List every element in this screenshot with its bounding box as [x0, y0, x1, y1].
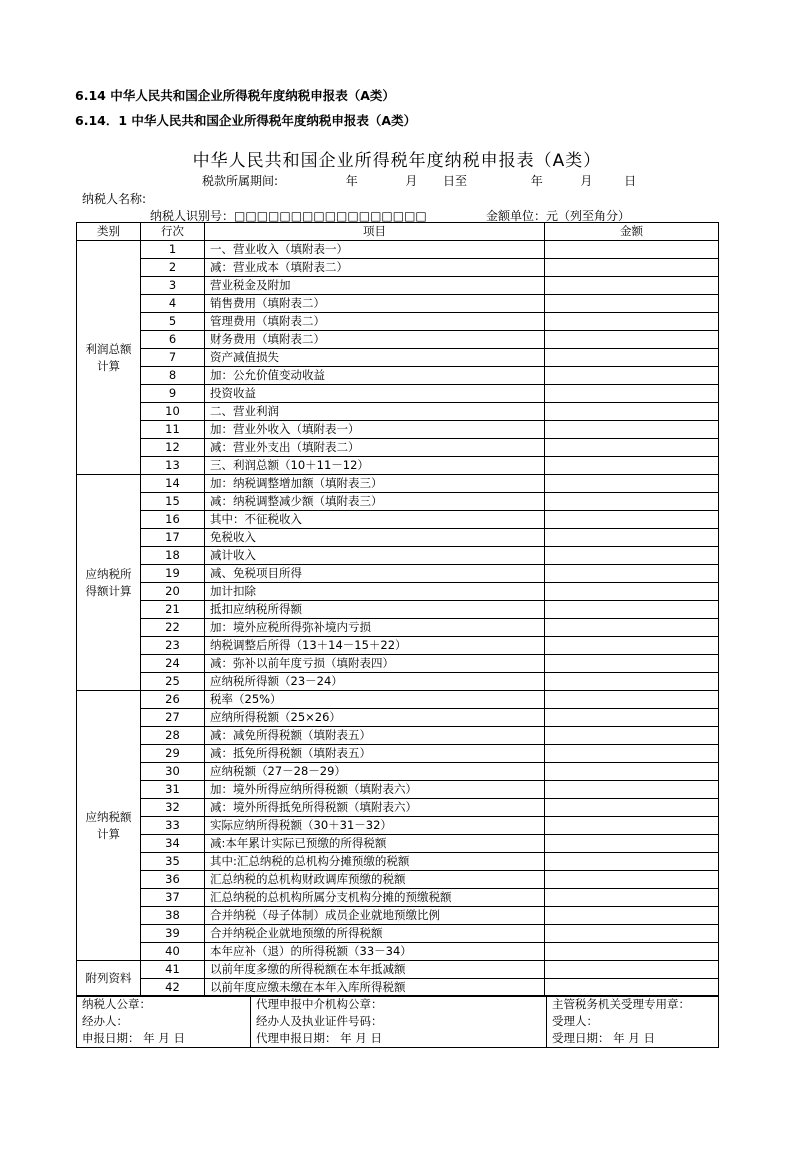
table-row	[77, 745, 719, 763]
row-number: 24	[141, 655, 205, 673]
table-row	[77, 979, 719, 997]
row-number: 3	[141, 277, 205, 295]
row-number: 10	[141, 403, 205, 421]
table-row	[77, 277, 719, 295]
item-label: 其中：不征税收入	[205, 511, 545, 529]
table-header-row	[77, 223, 719, 241]
amount-cell[interactable]	[545, 385, 719, 403]
table-row	[77, 367, 719, 385]
item-label: 减：营业成本（填附表二）	[205, 259, 545, 277]
amount-cell[interactable]	[545, 943, 719, 961]
row-number: 21	[141, 601, 205, 619]
row-number: 37	[141, 889, 205, 907]
amount-cell[interactable]	[545, 277, 719, 295]
item-label: 财务费用（填附表二）	[205, 331, 545, 349]
amount-cell[interactable]	[545, 313, 719, 331]
amount-cell[interactable]	[545, 673, 719, 691]
item-label: 税率（25%）	[205, 691, 545, 709]
item-label: 减:本年累计实际已预缴的所得税额	[205, 835, 545, 853]
taxpayer-signature-block	[77, 996, 251, 1048]
item-label: 减：抵免所得税额（填附表五）	[205, 745, 545, 763]
item-label: 汇总纳税的总机构财政调库预缴的税额	[205, 871, 545, 889]
period-month-start: 月	[405, 174, 418, 188]
table-row	[77, 871, 719, 889]
amount-cell[interactable]	[545, 403, 719, 421]
row-number: 16	[141, 511, 205, 529]
item-label: 减：营业外支出（填附表二）	[205, 439, 545, 457]
table-row	[77, 781, 719, 799]
row-number: 8	[141, 367, 205, 385]
table-row	[77, 511, 719, 529]
amount-cell[interactable]	[545, 529, 719, 547]
amount-cell[interactable]	[545, 727, 719, 745]
table-row	[77, 835, 719, 853]
amount-cell[interactable]	[545, 853, 719, 871]
agent-handler-label: 经办人及执业证件号码：	[256, 1014, 383, 1028]
period-day-end: 日	[624, 174, 637, 188]
taxpayer-id-boxes: □□□□□□□□□□□□□□□□□	[234, 209, 427, 223]
amount-cell[interactable]	[545, 961, 719, 979]
table-row	[77, 241, 719, 259]
item-label: 汇总纳税的总机构所属分支机构分摊的预缴税额	[205, 889, 545, 907]
item-label: 抵扣应纳税所得额	[205, 601, 545, 619]
table-row	[77, 961, 719, 979]
header-amount: 金额	[545, 223, 719, 241]
table-row	[77, 655, 719, 673]
item-label: 加：境外应税所得弥补境内亏损	[205, 619, 545, 637]
amount-cell[interactable]	[545, 781, 719, 799]
table-row	[77, 457, 719, 475]
row-number: 19	[141, 565, 205, 583]
item-label: 销售费用（填附表二）	[205, 295, 545, 313]
table-row	[77, 547, 719, 565]
amount-cell[interactable]	[545, 799, 719, 817]
table-row	[77, 619, 719, 637]
item-label: 减、免税项目所得	[205, 565, 545, 583]
item-label: 二、营业利润	[205, 403, 545, 421]
amount-cell[interactable]	[545, 421, 719, 439]
row-number: 32	[141, 799, 205, 817]
amount-cell[interactable]	[545, 493, 719, 511]
table-row	[77, 853, 719, 871]
table-row	[77, 565, 719, 583]
amount-cell[interactable]	[545, 475, 719, 493]
table-row	[77, 889, 719, 907]
row-number: 9	[141, 385, 205, 403]
item-label: 加：公允价值变动收益	[205, 367, 545, 385]
category-label: 应纳税额计算	[85, 809, 132, 841]
amount-cell[interactable]	[545, 349, 719, 367]
period-month-end: 月	[580, 174, 593, 188]
amount-cell[interactable]	[545, 817, 719, 835]
taxpayer-id-label: 纳税人识别号：	[150, 209, 235, 223]
table-row	[77, 295, 719, 313]
row-number: 22	[141, 619, 205, 637]
item-label: 减：境外所得抵免所得税额（填附表六）	[205, 799, 545, 817]
category-cell-taxable	[77, 475, 141, 691]
signature-row	[77, 996, 719, 1048]
row-number: 35	[141, 853, 205, 871]
amount-cell[interactable]	[545, 331, 719, 349]
table-row	[77, 403, 719, 421]
row-number: 31	[141, 781, 205, 799]
agent-date-label: 代理申报日期： 年 月 日	[256, 1031, 382, 1045]
row-number: 26	[141, 691, 205, 709]
amount-cell[interactable]	[545, 259, 719, 277]
row-number: 11	[141, 421, 205, 439]
section-heading: 6.14 中华人民共和国企业所得税年度纳税申报表（A类）	[75, 88, 395, 103]
amount-cell[interactable]	[545, 835, 719, 853]
row-number: 14	[141, 475, 205, 493]
item-label: 减：纳税调整减少额（填附表三）	[205, 493, 545, 511]
amount-cell[interactable]	[545, 601, 719, 619]
row-number: 18	[141, 547, 205, 565]
amount-cell[interactable]	[545, 457, 719, 475]
amount-cell[interactable]	[545, 691, 719, 709]
amount-cell[interactable]	[545, 637, 719, 655]
item-label: 以前年度多缴的所得税额在本年抵减额	[205, 961, 545, 979]
item-label: 管理费用（填附表二）	[205, 313, 545, 331]
row-number: 17	[141, 529, 205, 547]
row-number: 42	[141, 979, 205, 997]
row-number: 29	[141, 745, 205, 763]
table-row	[77, 727, 719, 745]
amount-cell[interactable]	[545, 619, 719, 637]
item-label: 实际应纳所得税额（30＋31－32）	[205, 817, 545, 835]
item-label: 加计扣除	[205, 583, 545, 601]
table-row	[77, 583, 719, 601]
amount-cell[interactable]	[545, 439, 719, 457]
header-row-number: 行次	[141, 223, 205, 241]
row-number: 30	[141, 763, 205, 781]
row-number: 20	[141, 583, 205, 601]
item-label: 减：弥补以前年度亏损（填附表四）	[205, 655, 545, 673]
table-row	[77, 331, 719, 349]
item-label: 纳税调整后所得（13＋14－15＋22）	[205, 637, 545, 655]
table-row	[77, 925, 719, 943]
table-body	[77, 241, 719, 997]
item-label: 应纳税所得额（23－24）	[205, 673, 545, 691]
table-row	[77, 943, 719, 961]
row-number: 15	[141, 493, 205, 511]
row-number: 6	[141, 331, 205, 349]
taxpayer-handler-label: 经办人：	[82, 1014, 128, 1028]
item-label: 减：减免所得税额（填附表五）	[205, 727, 545, 745]
taxpayer-date-label: 申报日期： 年 月 日	[82, 1031, 185, 1045]
amount-unit-label: 金额单位：元（列至角分）	[486, 209, 631, 223]
declaration-table	[76, 222, 719, 997]
period-year-start: 年	[345, 174, 358, 188]
table-row	[77, 349, 719, 367]
item-label: 加：纳税调整增加额（填附表三）	[205, 475, 545, 493]
row-number: 1	[141, 241, 205, 259]
item-label: 其中:汇总纳税的总机构分摊预缴的税额	[205, 853, 545, 871]
amount-cell[interactable]	[545, 511, 719, 529]
table-row	[77, 673, 719, 691]
table-row	[77, 385, 719, 403]
table-row	[77, 529, 719, 547]
row-number: 33	[141, 817, 205, 835]
table-row	[77, 907, 719, 925]
item-label: 以前年度应缴未缴在本年入库所得税额	[205, 979, 545, 997]
row-number: 12	[141, 439, 205, 457]
row-number: 7	[141, 349, 205, 367]
row-number: 5	[141, 313, 205, 331]
amount-cell[interactable]	[545, 763, 719, 781]
amount-cell[interactable]	[545, 979, 719, 997]
category-cell-profit	[77, 241, 141, 475]
amount-cell[interactable]	[545, 709, 719, 727]
amount-cell[interactable]	[545, 583, 719, 601]
row-number: 36	[141, 871, 205, 889]
table-row	[77, 799, 719, 817]
authority-receiver-label: 受理人：	[552, 1014, 598, 1028]
category-label: 附列资料	[85, 971, 132, 985]
item-label: 营业税金及附加	[205, 277, 545, 295]
item-label: 资产减值损失	[205, 349, 545, 367]
row-number: 40	[141, 943, 205, 961]
row-number: 25	[141, 673, 205, 691]
agent-seal-label: 代理申报中介机构公章：	[256, 997, 383, 1011]
item-label: 合并纳税企业就地预缴的所得税额	[205, 925, 545, 943]
table-row	[77, 763, 719, 781]
amount-cell[interactable]	[545, 889, 719, 907]
row-number: 2	[141, 259, 205, 277]
table-row	[77, 475, 719, 493]
amount-cell[interactable]	[545, 907, 719, 925]
item-label: 投资收益	[205, 385, 545, 403]
table-row	[77, 259, 719, 277]
amount-cell[interactable]	[545, 367, 719, 385]
table-row	[77, 691, 719, 709]
tax-period-line	[202, 172, 636, 189]
amount-cell[interactable]	[545, 565, 719, 583]
amount-cell[interactable]	[545, 295, 719, 313]
authority-signature-block	[547, 996, 719, 1048]
taxpayer-name-label: 纳税人名称:	[82, 192, 147, 206]
agent-signature-block	[251, 996, 547, 1048]
row-number: 39	[141, 925, 205, 943]
amount-cell[interactable]	[545, 547, 719, 565]
table-row	[77, 313, 719, 331]
table-row	[77, 439, 719, 457]
item-label: 加：营业外收入（填附表一）	[205, 421, 545, 439]
item-label: 应纳所得税额（25×26）	[205, 709, 545, 727]
table-row	[77, 817, 719, 835]
item-label: 合并纳税（母子体制）成员企业就地预缴比例	[205, 907, 545, 925]
amount-cell[interactable]	[545, 871, 719, 889]
amount-cell[interactable]	[545, 655, 719, 673]
amount-cell[interactable]	[545, 745, 719, 763]
item-label: 本年应补（退）的所得税额（33－34）	[205, 943, 545, 961]
taxpayer-seal-label: 纳税人公章：	[82, 997, 151, 1011]
header-category: 类别	[77, 223, 141, 241]
category-label: 应纳税所得额计算	[85, 566, 132, 598]
row-number: 34	[141, 835, 205, 853]
tax-period-label: 税款所属期间:	[202, 174, 279, 188]
row-number: 28	[141, 727, 205, 745]
table-row	[77, 709, 719, 727]
row-number: 38	[141, 907, 205, 925]
category-label: 利润总额计算	[85, 341, 132, 373]
item-label: 一、营业收入（填附表一）	[205, 241, 545, 259]
subsection-heading: 6.14．1 中华人民共和国企业所得税年度纳税申报表（A类）	[75, 113, 417, 128]
amount-cell[interactable]	[545, 241, 719, 259]
table-row	[77, 601, 719, 619]
item-label: 三、利润总额（10＋11－12）	[205, 457, 545, 475]
period-day-start: 日至	[443, 174, 468, 188]
item-label: 加：境外所得应纳所得税额（填附表六）	[205, 781, 545, 799]
period-year-end: 年	[530, 174, 543, 188]
header-item: 项目	[205, 223, 545, 241]
category-cell-tax	[77, 691, 141, 961]
item-label: 应纳税额（27－28－29）	[205, 763, 545, 781]
amount-cell[interactable]	[545, 925, 719, 943]
item-label: 减计收入	[205, 547, 545, 565]
row-number: 27	[141, 709, 205, 727]
table-row	[77, 637, 719, 655]
table-row	[77, 421, 719, 439]
table-row	[77, 493, 719, 511]
row-number: 13	[141, 457, 205, 475]
row-number: 4	[141, 295, 205, 313]
row-number: 23	[141, 637, 205, 655]
authority-seal-label: 主管税务机关受理专用章：	[552, 997, 690, 1011]
item-label: 免税收入	[205, 529, 545, 547]
form-title: 中华人民共和国企业所得税年度纳税申报表（A类）	[192, 151, 602, 171]
row-number: 41	[141, 961, 205, 979]
authority-date-label: 受理日期： 年 月 日	[552, 1031, 655, 1045]
signature-table	[76, 995, 719, 1048]
category-cell-appendix	[77, 961, 141, 997]
